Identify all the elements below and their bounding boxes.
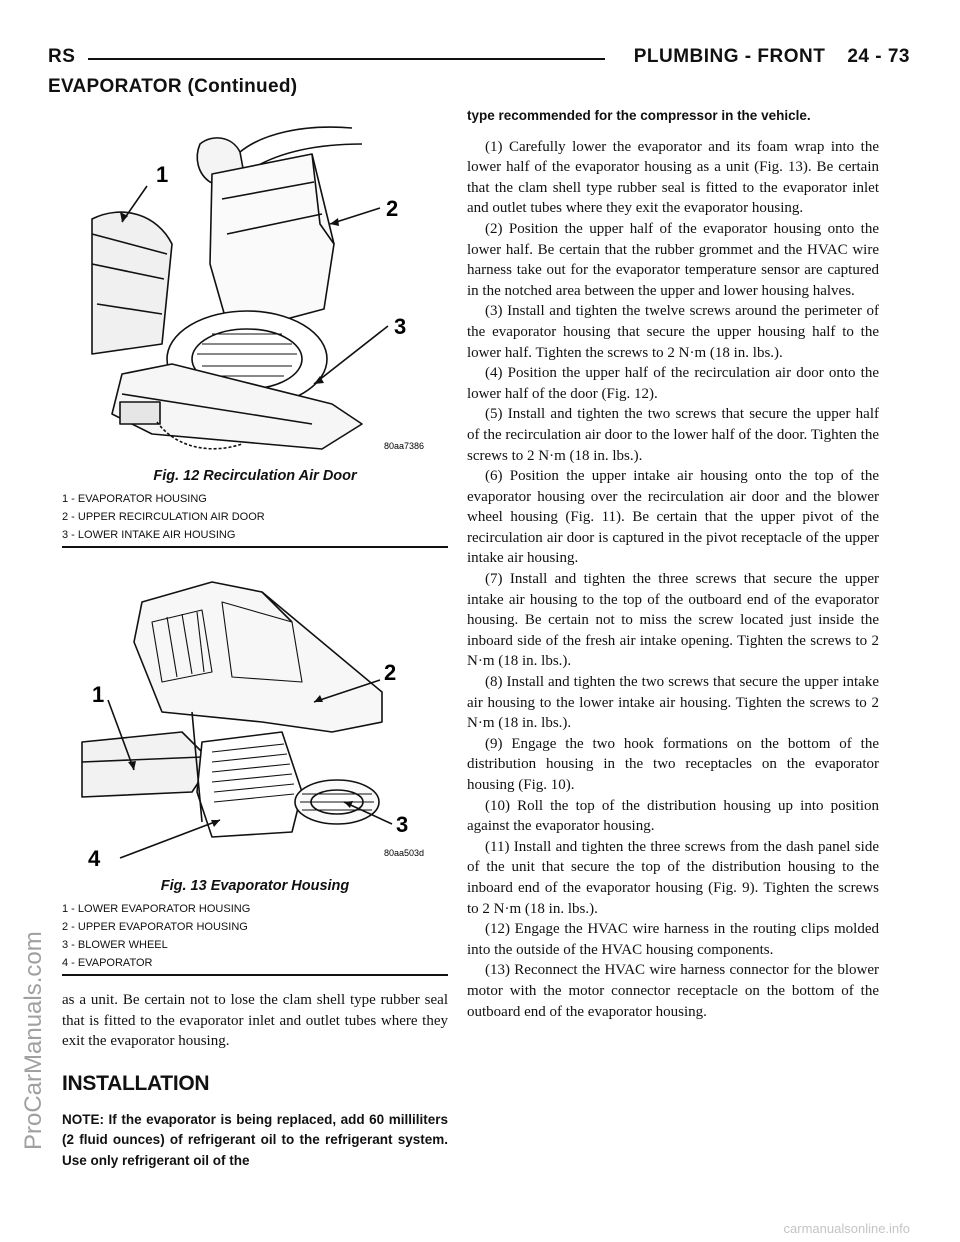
fig12-caption: Fig. 12 Recirculation Air Door bbox=[153, 468, 357, 484]
fig12-legend-item-1: 1 - EVAPORATOR HOUSING bbox=[62, 493, 207, 505]
installation-step-6: (6) Position the upper intake air housing onto the top of the evaporator housing over the recirculation air door and the blower wheel housing (Fig. 11). Be certain that the upper pivot of the recirculation air door is captured in the pivot receptacle of the upper intake air housing. bbox=[467, 468, 879, 567]
installation-step-7: (7) Install and tighten the three screws that secure the upper intake air housing to the top of the outboard end of the evaporator housing. Be certain not to miss the screw located just inside the inboard side of the fresh air intake opening. Tighten the screws to 2 N·m (18 in. lbs.). bbox=[467, 571, 879, 670]
fig13-legend-item-2: 2 - UPPER EVAPORATOR HOUSING bbox=[62, 921, 248, 933]
footer-watermark: carmanualsonline.info bbox=[783, 1221, 910, 1236]
fig13-legend bbox=[62, 900, 448, 972]
evaporator-housing-illustration bbox=[62, 562, 448, 874]
fig12-callout-1: 1 bbox=[156, 162, 169, 187]
fig13-callout-4: 4 bbox=[88, 846, 101, 871]
fig13-callout-2: 2 bbox=[384, 660, 397, 685]
figure-13 bbox=[62, 562, 448, 976]
installation-step-9: (9) Engage the two hook formations on the bottom of the distribution housing in the two receptacles on the evaporator housing (Fig. 10). bbox=[467, 735, 879, 793]
continued-heading: EVAPORATOR (Continued) bbox=[48, 76, 298, 97]
section-code: RS bbox=[48, 46, 76, 67]
recirculation-air-door-illustration bbox=[62, 104, 448, 464]
fig13-callout-3: 3 bbox=[396, 812, 409, 837]
fig12-callout-2: 2 bbox=[386, 196, 399, 221]
header-title: PLUMBING - FRONT bbox=[633, 46, 826, 67]
fig12-callout-3: 3 bbox=[394, 314, 407, 339]
installation-step-3: (3) Install and tighten the twelve screws around the perimeter of the evaporator housing that secure the upper housing half to the lower half. Tighten the screws to 2 N·m (18 in. lbs.). bbox=[467, 303, 879, 361]
fig12-legend bbox=[62, 490, 448, 544]
fig12-legend-item-3: 3 - LOWER INTAKE AIR HOUSING bbox=[62, 529, 236, 541]
installation-heading: INSTALLATION bbox=[62, 1071, 210, 1095]
removal-continued-text: as a unit. Be certain not to lose the clam shell type rubber seal that is fitted to the evaporator inlet and outlet tubes where they exit the evaporator housing. bbox=[62, 992, 448, 1050]
fig12-rule bbox=[62, 546, 448, 548]
side-watermark: ProCarManuals.com bbox=[20, 931, 47, 1150]
fig13-rule bbox=[62, 974, 448, 976]
left-column bbox=[62, 104, 448, 1172]
header-title-group bbox=[634, 46, 910, 68]
installation-steps bbox=[467, 137, 879, 1023]
fig13-caption: Fig. 13 Evaporator Housing bbox=[160, 878, 350, 894]
installation-step-4: (4) Position the upper half of the recirculation air door onto the lower half of the door (Fig. 12). bbox=[467, 365, 879, 402]
fig12-code: 80aa7386 bbox=[384, 441, 425, 451]
fig13-legend-item-3: 3 - BLOWER WHEEL bbox=[62, 939, 168, 951]
installation-note-part-1: NOTE: If the evaporator is being replaced, add 60 milliliters (2 fluid ounces) of refrigerant oil to the refrigerant system. Use only refrigerant oil of the bbox=[62, 1111, 448, 1168]
figure-12 bbox=[62, 104, 448, 548]
installation-step-13: (13) Reconnect the HVAC wire harness connector for the blower motor with the motor connector receptacle on the bottom of the outboard end of the evaporator housing. bbox=[467, 962, 879, 1020]
right-column bbox=[467, 106, 879, 1022]
fig13-callout-1: 1 bbox=[92, 682, 105, 707]
installation-step-1: (1) Carefully lower the evaporator and its foam wrap into the lower half of the evaporator housing as a unit (Fig. 13). Be certain that the clam shell type rubber seal is fitted to the evaporator inlet and outlet tubes where they exit the evaporator housing. bbox=[467, 138, 879, 217]
fig13-legend-item-4: 4 - EVAPORATOR bbox=[62, 957, 153, 969]
installation-step-12: (12) Engage the HVAC wire harness in the routing clips molded into the outside of the HVAC housing components. bbox=[467, 921, 879, 958]
installation-step-5: (5) Install and tighten the two screws that secure the upper half of the recirculation air door to the lower half of the door. Tighten the screws to 2 N·m (18 in. lbs.). bbox=[467, 406, 879, 464]
installation-step-8: (8) Install and tighten the two screws that secure the upper intake air housing to the lower intake air housing. Tighten the screws to 2 N·m (18 in. lbs.). bbox=[467, 674, 879, 732]
installation-step-11: (11) Install and tighten the three screws from the dash panel side of the unit that secure the top of the distribution housing to the inboard end of the evaporator housing (Fig. 9). Tighten the screws to 2 N·m (18 in. lbs.). bbox=[467, 838, 879, 917]
fig13-legend-item-1: 1 - LOWER EVAPORATOR HOUSING bbox=[62, 903, 251, 915]
installation-step-10: (10) Roll the top of the distribution housing up into position against the evaporator housing. bbox=[467, 797, 879, 835]
page-number: 24 - 73 bbox=[847, 46, 910, 67]
page-header bbox=[48, 46, 910, 70]
installation-step-2: (2) Position the upper half of the evaporator housing onto the lower half. Be certain that the rubber grommet and the HVAC wire harness take out for the evaporator temperature sensor are captured in the notched area between the upper and lower housing halves. bbox=[467, 220, 879, 299]
header-rule bbox=[88, 58, 605, 60]
fig12-legend-item-2: 2 - UPPER RECIRCULATION AIR DOOR bbox=[62, 511, 265, 523]
fig13-code: 80aa503d bbox=[384, 848, 425, 858]
installation-note-part-2: type recommended for the compressor in the vehicle. bbox=[467, 108, 811, 123]
